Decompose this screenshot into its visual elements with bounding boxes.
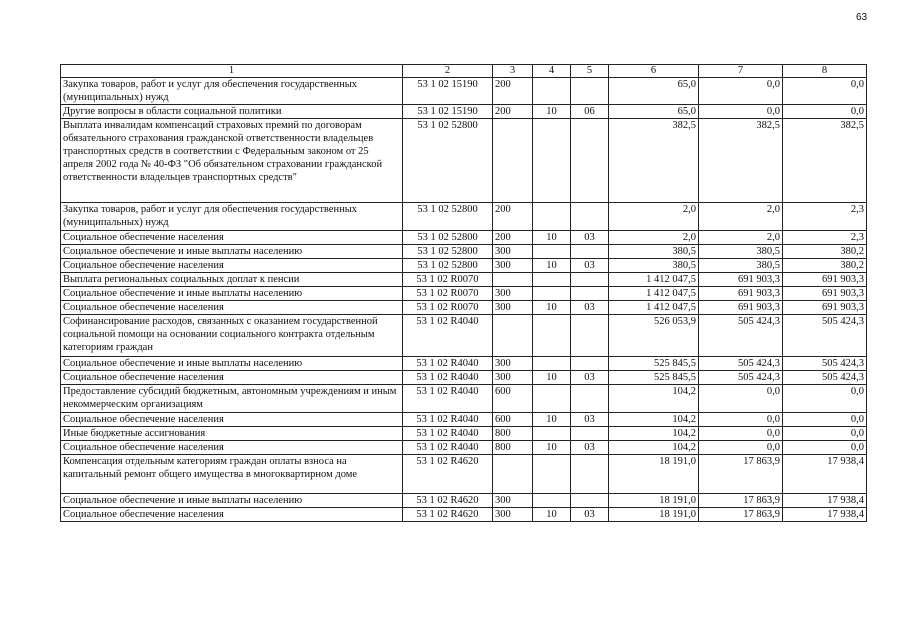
table-row: [61, 494, 867, 508]
table-row: [61, 508, 867, 522]
row-section-cell: [533, 315, 571, 357]
row-expense-type-cell: 800: [493, 427, 533, 441]
row-code-cell: 53 1 02 52800: [403, 259, 493, 273]
table-row: [61, 259, 867, 273]
row-amount-2-cell: 17 863,9: [699, 508, 783, 522]
row-name-cell: Компенсация отдельным категориям граждан оплаты взноса на капитальный ремонт общего имущества в многоквартирном доме: [61, 455, 403, 494]
row-subsection-cell: [571, 385, 609, 413]
table-row: [61, 357, 867, 371]
row-amount-2-cell: 505 424,3: [699, 315, 783, 357]
budget-table: [60, 64, 867, 522]
row-section-cell: [533, 287, 571, 301]
row-name-cell: Закупка товаров, работ и услуг для обеспечения государственных (муниципальных) нужд: [61, 203, 403, 231]
table-row: [61, 273, 867, 287]
row-section-cell: [533, 385, 571, 413]
row-amount-2-cell: 17 863,9: [699, 455, 783, 494]
row-code-cell: 53 1 02 52800: [403, 119, 493, 203]
row-amount-3-cell: 17 938,4: [783, 494, 867, 508]
row-name-cell: Предоставление субсидий бюджетным, автономным учреждениям и иным некоммерческим организациям: [61, 385, 403, 413]
row-expense-type-cell: 200: [493, 105, 533, 119]
row-amount-1-cell: 1 412 047,5: [609, 301, 699, 315]
row-section-cell: 10: [533, 105, 571, 119]
row-amount-1-cell: 104,2: [609, 385, 699, 413]
header-cell: 6: [609, 65, 699, 78]
table-row: [61, 301, 867, 315]
row-amount-3-cell: 0,0: [783, 78, 867, 105]
row-subsection-cell: [571, 287, 609, 301]
row-name-cell: Социальное обеспечение населения: [61, 259, 403, 273]
row-amount-2-cell: 0,0: [699, 427, 783, 441]
row-amount-3-cell: 691 903,3: [783, 301, 867, 315]
row-amount-2-cell: 380,5: [699, 259, 783, 273]
row-expense-type-cell: 300: [493, 508, 533, 522]
row-amount-2-cell: 691 903,3: [699, 273, 783, 287]
row-code-cell: 53 1 02 R0070: [403, 273, 493, 287]
row-amount-1-cell: 380,5: [609, 245, 699, 259]
row-name-cell: Социальное обеспечение и иные выплаты населению: [61, 357, 403, 371]
row-name-cell: Социальное обеспечение населения: [61, 413, 403, 427]
row-code-cell: 53 1 02 52800: [403, 231, 493, 245]
row-amount-3-cell: 0,0: [783, 385, 867, 413]
row-section-cell: [533, 78, 571, 105]
row-section-cell: [533, 119, 571, 203]
row-section-cell: 10: [533, 441, 571, 455]
row-amount-3-cell: 380,2: [783, 259, 867, 273]
row-code-cell: 53 1 02 52800: [403, 203, 493, 231]
row-amount-3-cell: 0,0: [783, 413, 867, 427]
table-row: [61, 371, 867, 385]
row-name-cell: Выплата региональных социальных доплат к пенсии: [61, 273, 403, 287]
row-amount-1-cell: 104,2: [609, 441, 699, 455]
row-expense-type-cell: [493, 273, 533, 287]
row-expense-type-cell: 300: [493, 494, 533, 508]
row-expense-type-cell: [493, 455, 533, 494]
row-amount-1-cell: 1 412 047,5: [609, 273, 699, 287]
row-subsection-cell: [571, 455, 609, 494]
row-name-cell: Софинансирование расходов, связанных с оказанием государственной социальной помощи на основании социального контракта отдельным категориям граждан: [61, 315, 403, 357]
row-amount-1-cell: 1 412 047,5: [609, 287, 699, 301]
row-subsection-cell: 03: [571, 441, 609, 455]
row-amount-1-cell: 525 845,5: [609, 357, 699, 371]
row-code-cell: 53 1 02 R4040: [403, 357, 493, 371]
row-amount-3-cell: 505 424,3: [783, 357, 867, 371]
row-subsection-cell: [571, 203, 609, 231]
table-row: [61, 441, 867, 455]
row-amount-3-cell: 0,0: [783, 427, 867, 441]
row-subsection-cell: 06: [571, 105, 609, 119]
row-amount-3-cell: 691 903,3: [783, 273, 867, 287]
row-subsection-cell: [571, 245, 609, 259]
row-amount-3-cell: 17 938,4: [783, 455, 867, 494]
row-section-cell: 10: [533, 371, 571, 385]
row-section-cell: 10: [533, 413, 571, 427]
row-amount-3-cell: 380,2: [783, 245, 867, 259]
row-amount-2-cell: 17 863,9: [699, 494, 783, 508]
row-section-cell: [533, 245, 571, 259]
row-subsection-cell: 03: [571, 371, 609, 385]
row-section-cell: [533, 494, 571, 508]
row-name-cell: Социальное обеспечение и иные выплаты населению: [61, 494, 403, 508]
row-name-cell: Закупка товаров, работ и услуг для обеспечения государственных (муниципальных) нужд: [61, 78, 403, 105]
row-section-cell: [533, 455, 571, 494]
row-amount-1-cell: 2,0: [609, 203, 699, 231]
row-code-cell: 53 1 02 52800: [403, 245, 493, 259]
row-amount-1-cell: 380,5: [609, 259, 699, 273]
row-amount-3-cell: 505 424,3: [783, 315, 867, 357]
row-name-cell: Социальное обеспечение населения: [61, 508, 403, 522]
row-subsection-cell: [571, 357, 609, 371]
table-row: [61, 287, 867, 301]
row-subsection-cell: 03: [571, 259, 609, 273]
row-subsection-cell: 03: [571, 301, 609, 315]
row-name-cell: Выплата инвалидам компенсаций страховых премий по договорам обязательного страхования гражданской ответственности владельцев транспортных средств в соответствии с Федеральным законом от 25 апреля 2002 года № 40-ФЗ "Об обязательном страховании гражданской ответственности владельцев транспортных средств": [61, 119, 403, 203]
row-amount-2-cell: 691 903,3: [699, 287, 783, 301]
row-subsection-cell: 03: [571, 508, 609, 522]
row-name-cell: Социальное обеспечение населения: [61, 231, 403, 245]
row-expense-type-cell: 200: [493, 231, 533, 245]
row-code-cell: 53 1 02 R4040: [403, 371, 493, 385]
row-code-cell: 53 1 02 R4040: [403, 413, 493, 427]
row-expense-type-cell: 300: [493, 287, 533, 301]
row-code-cell: 53 1 02 R4040: [403, 315, 493, 357]
row-amount-1-cell: 18 191,0: [609, 494, 699, 508]
row-amount-1-cell: 65,0: [609, 78, 699, 105]
header-cell: 2: [403, 65, 493, 78]
row-name-cell: Социальное обеспечение населения: [61, 301, 403, 315]
row-amount-2-cell: 0,0: [699, 78, 783, 105]
row-name-cell: Иные бюджетные ассигнования: [61, 427, 403, 441]
header-cell: 3: [493, 65, 533, 78]
row-amount-3-cell: 0,0: [783, 441, 867, 455]
row-section-cell: [533, 427, 571, 441]
row-amount-1-cell: 526 053,9: [609, 315, 699, 357]
row-amount-2-cell: 380,5: [699, 245, 783, 259]
table-row: [61, 78, 867, 105]
row-code-cell: 53 1 02 R0070: [403, 301, 493, 315]
row-amount-3-cell: 2,3: [783, 203, 867, 231]
table-row: [61, 455, 867, 494]
row-amount-1-cell: 2,0: [609, 231, 699, 245]
row-code-cell: 53 1 02 R4040: [403, 427, 493, 441]
page-number: 63: [856, 12, 868, 23]
row-amount-3-cell: 382,5: [783, 119, 867, 203]
row-code-cell: 53 1 02 R4620: [403, 494, 493, 508]
row-amount-1-cell: 525 845,5: [609, 371, 699, 385]
row-section-cell: 10: [533, 231, 571, 245]
row-expense-type-cell: 200: [493, 78, 533, 105]
row-subsection-cell: [571, 494, 609, 508]
row-name-cell: Другие вопросы в области социальной политики: [61, 105, 403, 119]
row-section-cell: 10: [533, 301, 571, 315]
row-subsection-cell: 03: [571, 413, 609, 427]
header-cell: 8: [783, 65, 867, 78]
header-cell: 4: [533, 65, 571, 78]
row-expense-type-cell: 300: [493, 357, 533, 371]
table-row: [61, 385, 867, 413]
header-cell: 1: [61, 65, 403, 78]
row-amount-2-cell: 0,0: [699, 105, 783, 119]
row-expense-type-cell: 300: [493, 245, 533, 259]
row-code-cell: 53 1 02 15190: [403, 78, 493, 105]
row-amount-2-cell: 382,5: [699, 119, 783, 203]
row-subsection-cell: [571, 273, 609, 287]
row-amount-3-cell: 2,3: [783, 231, 867, 245]
row-amount-2-cell: 0,0: [699, 385, 783, 413]
row-expense-type-cell: 600: [493, 385, 533, 413]
row-code-cell: 53 1 02 R4620: [403, 455, 493, 494]
row-code-cell: 53 1 02 15190: [403, 105, 493, 119]
row-amount-3-cell: 0,0: [783, 105, 867, 119]
row-expense-type-cell: [493, 315, 533, 357]
row-expense-type-cell: 300: [493, 259, 533, 273]
header-cell: 5: [571, 65, 609, 78]
row-amount-1-cell: 65,0: [609, 105, 699, 119]
row-code-cell: 53 1 02 R4620: [403, 508, 493, 522]
row-amount-1-cell: 18 191,0: [609, 508, 699, 522]
row-subsection-cell: [571, 427, 609, 441]
table-row: [61, 315, 867, 357]
row-name-cell: Социальное обеспечение населения: [61, 441, 403, 455]
table-row: [61, 105, 867, 119]
row-amount-1-cell: 382,5: [609, 119, 699, 203]
header-cell: 7: [699, 65, 783, 78]
table-row: [61, 245, 867, 259]
row-amount-2-cell: 505 424,3: [699, 371, 783, 385]
table-row: [61, 203, 867, 231]
row-amount-1-cell: 104,2: [609, 413, 699, 427]
table-row: [61, 427, 867, 441]
row-amount-2-cell: 2,0: [699, 203, 783, 231]
row-name-cell: Социальное обеспечение и иные выплаты населению: [61, 245, 403, 259]
row-amount-3-cell: 17 938,4: [783, 508, 867, 522]
table-row: [61, 231, 867, 245]
table-row: [61, 119, 867, 203]
row-code-cell: 53 1 02 R4040: [403, 385, 493, 413]
row-code-cell: 53 1 02 R0070: [403, 287, 493, 301]
row-subsection-cell: 03: [571, 231, 609, 245]
row-name-cell: Социальное обеспечение населения: [61, 371, 403, 385]
row-amount-2-cell: 0,0: [699, 441, 783, 455]
row-section-cell: 10: [533, 508, 571, 522]
row-name-cell: Социальное обеспечение и иные выплаты населению: [61, 287, 403, 301]
row-amount-3-cell: 505 424,3: [783, 371, 867, 385]
row-section-cell: [533, 273, 571, 287]
row-section-cell: [533, 357, 571, 371]
row-expense-type-cell: [493, 119, 533, 203]
row-subsection-cell: [571, 119, 609, 203]
row-amount-3-cell: 691 903,3: [783, 287, 867, 301]
row-subsection-cell: [571, 315, 609, 357]
row-amount-2-cell: 2,0: [699, 231, 783, 245]
row-expense-type-cell: 200: [493, 203, 533, 231]
row-amount-2-cell: 505 424,3: [699, 357, 783, 371]
row-subsection-cell: [571, 78, 609, 105]
row-amount-1-cell: 18 191,0: [609, 455, 699, 494]
row-amount-2-cell: 0,0: [699, 413, 783, 427]
row-amount-1-cell: 104,2: [609, 427, 699, 441]
row-expense-type-cell: 600: [493, 413, 533, 427]
row-section-cell: 10: [533, 259, 571, 273]
row-amount-2-cell: 691 903,3: [699, 301, 783, 315]
row-section-cell: [533, 203, 571, 231]
table-row: [61, 413, 867, 427]
row-expense-type-cell: 300: [493, 301, 533, 315]
row-expense-type-cell: 800: [493, 441, 533, 455]
row-code-cell: 53 1 02 R4040: [403, 441, 493, 455]
header-row: [61, 65, 867, 78]
row-expense-type-cell: 300: [493, 371, 533, 385]
